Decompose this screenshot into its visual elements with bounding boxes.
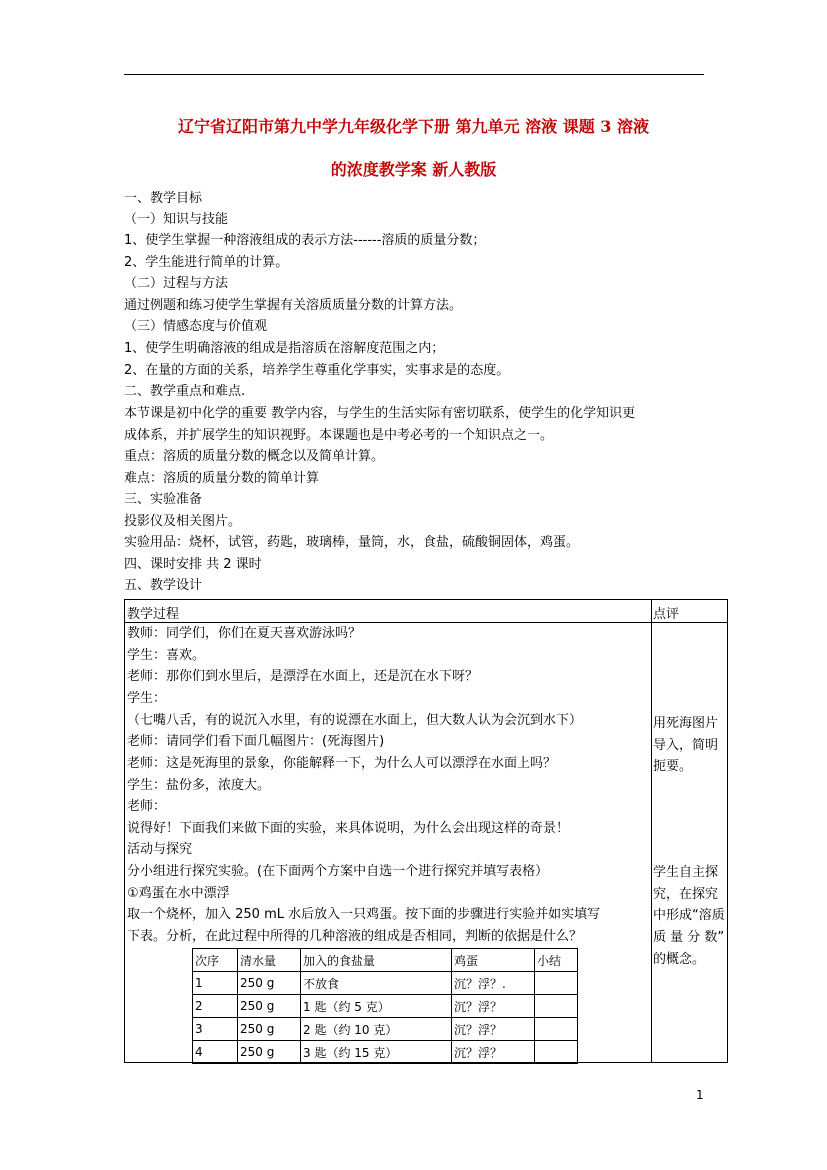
body-line: 投影仪及相关图片。 — [124, 514, 242, 529]
table-cell: 不放食 — [301, 972, 452, 995]
table-cell: 3 匙（约 15 克） — [301, 1041, 452, 1064]
body-line: （一）知识与技能 — [124, 212, 229, 227]
dialogue-line: ①鸡蛋在水中漂浮 — [127, 886, 230, 901]
table-cell: 2 匙（约 10 克） — [301, 1018, 452, 1041]
comment-line: 的概念。 — [653, 952, 706, 967]
table-cell: 沉？浮？ — [452, 995, 535, 1018]
table-row — [193, 1018, 578, 1041]
dialogue-line: 老师：这是死海里的景象，你能解释一下，为什么人可以漂浮在水面上吗？ — [127, 756, 557, 771]
table-cell: 1 匙（约 5 克） — [301, 995, 452, 1018]
table-cell: 250 g — [238, 1018, 301, 1041]
body-line: 成体系，并扩展学生的知识视野。本课题也是中考必考的一个知识点之一。 — [124, 428, 554, 443]
comment-line: 用死海图片 — [653, 716, 719, 731]
body-line: 通过例题和练习使学生掌握有关溶质质量分数的计算方法。 — [124, 298, 463, 313]
dialogue-line: 下表。分析，在此过程中所得的几种溶液的组成是否相同，判断的依据是什么？ — [127, 929, 583, 944]
dialogue-line: （七嘴八舌，有的说沉入水里，有的说漂在水面上，但大数人认为会沉到水下） — [127, 713, 583, 728]
table-cell: 3 — [193, 1018, 238, 1041]
dialogue-line: 学生：喜欢。 — [127, 648, 206, 663]
body-line: （二）过程与方法 — [124, 276, 229, 291]
header-process: 教学过程 — [127, 607, 180, 622]
body-line: 本节课是初中化学的重要 教学内容，与学生的生活实际有密切联系，使学生的化学知识更 — [124, 406, 636, 421]
dialogue-line: 老师：请同学们看下面几幅图片：(死海图片) — [127, 734, 385, 749]
comment-line: 学生自主探 — [653, 865, 719, 880]
teaching-design-table — [124, 599, 728, 1063]
table-header-cell: 清水量 — [238, 949, 301, 972]
dialogue-line: 老师：那你们到水里后，是漂浮在水面上，还是沉在水下呀？ — [127, 669, 479, 684]
body-line: 五、教学设计 — [124, 578, 203, 593]
comment-line: 导入，简明 — [653, 738, 719, 753]
table-row — [193, 995, 578, 1018]
body-line: 实验用品：烧杯，试管，药匙，玻璃棒，量筒，水，食盐，硫酸铜固体，鸡蛋。 — [124, 535, 580, 550]
header-comment: 点评 — [653, 607, 680, 622]
body-line: 1、使学生明确溶液的组成是指溶质在溶解度范围之内； — [124, 341, 445, 356]
header-rule — [124, 74, 704, 75]
body-line: 2、学生能进行简单的计算。 — [124, 255, 289, 270]
body-line: 1、使学生掌握一种溶液组成的表示方法------溶质的质量分数； — [124, 233, 486, 248]
dialogue-line: 取一个烧杯，加入 250 mL 水后放入一只鸡蛋。按下面的步骤进行实验并如实填写 — [127, 907, 601, 922]
dialogue-line: 学生：盐份多，浓度大。 — [127, 778, 271, 793]
body-line: （三）情感态度与价值观 — [124, 319, 268, 334]
dialogue-line: 教师：同学们，你们在夏天喜欢游泳吗？ — [127, 626, 362, 641]
table-row — [193, 1041, 578, 1064]
dialogue-line: 活动与探究 — [127, 842, 193, 857]
table-cell: 沉？浮？ — [452, 1018, 535, 1041]
page-number: 1 — [696, 1088, 704, 1102]
comment-line: 究，在探究 — [653, 887, 719, 902]
table-row — [193, 972, 578, 995]
table-header-cell: 加入的食盐量 — [301, 949, 452, 972]
table-cell: 2 — [193, 995, 238, 1018]
comment-line: 扼要。 — [653, 759, 693, 774]
table-cell — [535, 972, 578, 995]
dialogue-line: 学生： — [127, 691, 167, 706]
title-line-1: 辽宁省辽阳市第九中学九年级化学下册 第九单元 溶液 课题 3 溶液 — [178, 117, 649, 136]
title-line-2: 的浓度教学案 新人教版 — [330, 160, 497, 179]
body-line: 三、实验准备 — [124, 492, 203, 507]
dialogue-line: 老师： — [127, 799, 167, 814]
table-cell — [535, 1041, 578, 1064]
table-header-cell: 次序 — [193, 949, 238, 972]
table-cell — [535, 995, 578, 1018]
table-cell: 沉？浮？. — [452, 972, 535, 995]
table-cell: 250 g — [238, 1041, 301, 1064]
comment-line: 中形成“溶质 — [653, 908, 725, 923]
comment-line: 质 量 分 数” — [653, 930, 725, 945]
table-cell: 250 g — [238, 972, 301, 995]
table-cell: 沉？浮？ — [452, 1041, 535, 1064]
body-line: 2、在量的方面的关系，培养学生尊重化学事实，实事求是的态度。 — [124, 363, 510, 378]
table-cell: 4 — [193, 1041, 238, 1064]
dialogue-line: 分小组进行探究实验。(在下面两个方案中自选一个进行探究并填写表格） — [127, 864, 549, 879]
dialogue-line: 说得好！下面我们来做下面的实验，来具体说明，为什么会出现这样的奇景！ — [127, 821, 570, 836]
table-header-cell: 小结 — [535, 949, 578, 972]
header-divider — [125, 622, 727, 623]
table-header-row — [193, 949, 578, 972]
column-divider — [651, 600, 652, 1062]
table-cell: 1 — [193, 972, 238, 995]
body-line: 一、教学目标 — [124, 191, 203, 206]
table-cell: 250 g — [238, 995, 301, 1018]
table-header-cell: 鸡蛋 — [452, 949, 535, 972]
experiment-table — [192, 948, 578, 1064]
body-line: 四、课时安排 共 2 课时 — [124, 557, 262, 572]
body-line: 二、教学重点和难点. — [124, 384, 246, 399]
table-cell — [535, 1018, 578, 1041]
body-line: 难点：溶质的质量分数的简单计算 — [124, 471, 320, 486]
body-line: 重点：溶质的质量分数的概念以及简单计算。 — [124, 449, 385, 464]
